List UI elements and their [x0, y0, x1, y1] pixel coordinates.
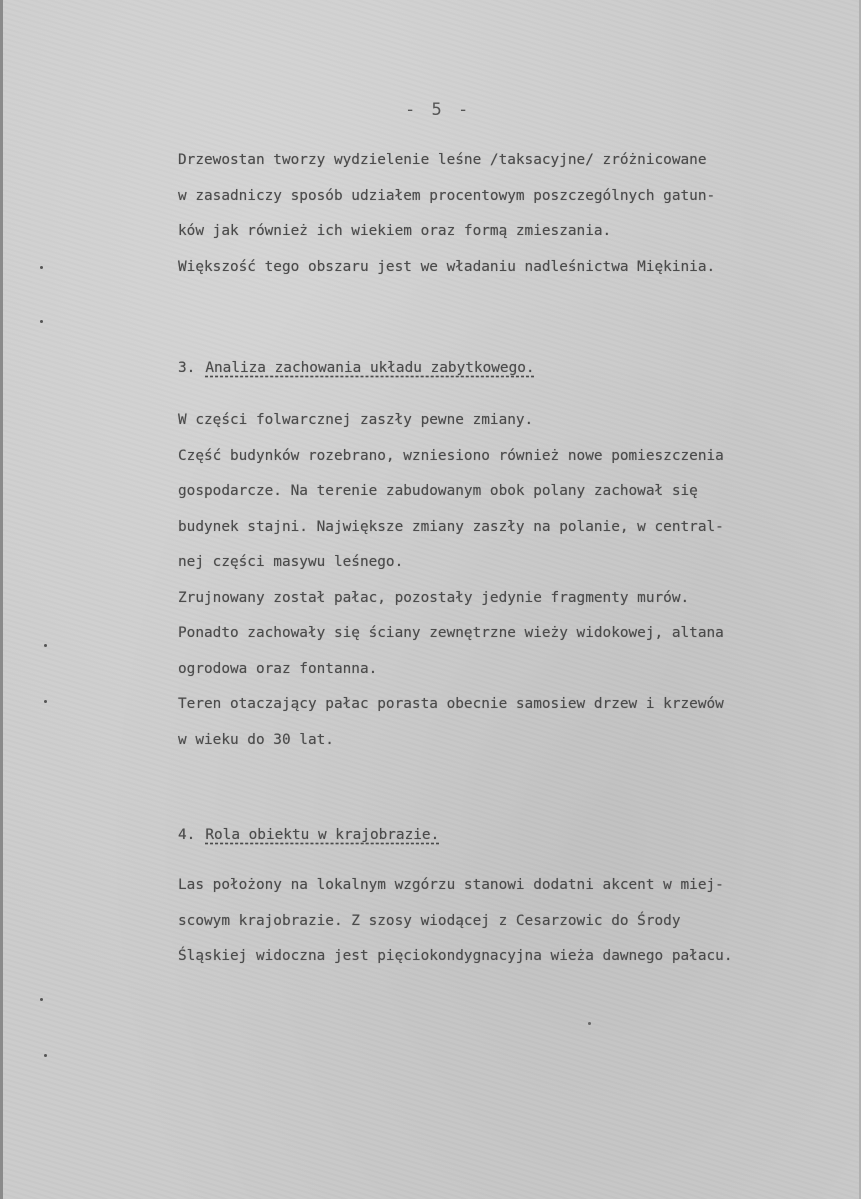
section-3-body	[178, 403, 838, 758]
section-4-title: Rola obiektu w krajobrazie.	[205, 827, 440, 843]
paragraph-line: Drzewostan tworzy wydzielenie leśne /taksacyjne/ zróżnicowane	[178, 152, 707, 168]
page-number: - 5 -	[405, 100, 472, 120]
paragraph-line: w zasadniczy sposób udziałem procentowym poszczególnych gatun-	[178, 187, 716, 204]
section-3-number: 3.	[178, 360, 196, 376]
section-4-body	[178, 868, 838, 975]
paragraph-line: Las położony na lokalnym wzgórzu stanowi dodatni akcent w miej-	[178, 877, 724, 893]
page-left-edge	[0, 0, 3, 1199]
paragraph-line: nej części masywu leśnego.	[178, 554, 404, 570]
margin-mark	[44, 644, 47, 647]
paragraph-line: ogrodowa oraz fontanna.	[178, 660, 378, 677]
section-4-heading	[178, 827, 439, 843]
paragraph-line: Większość tego obszaru jest we władaniu nadleśnictwa Miękinia.	[178, 258, 716, 275]
paragraph-line: gospodarcze. Na terenie zabudowanym obok polany zachował się	[178, 483, 698, 499]
paragraph-line: Teren otaczający pałac porasta obecnie samosiew drzew i krzewów	[178, 696, 724, 712]
paragraph-line: Ponadto zachowały się ściany zewnętrzne wieży widokowej, altana	[178, 625, 724, 641]
paragraph-line: Zrujnowany został pałac, pozostały jedynie fragmenty murów.	[178, 589, 690, 606]
section-4-number: 4.	[178, 827, 196, 843]
paragraph-line: Śląskiej widoczna jest pięciokondygnacyjna wieża dawnego pałacu.	[178, 948, 733, 964]
paragraph-line: scowym krajobrazie. Z szosy wiodącej z Cesarzowic do Środy	[178, 912, 681, 929]
margin-mark	[40, 998, 43, 1001]
paragraph-line: budynek stajni. Największe zmiany zaszły na polanie, w central-	[178, 518, 724, 535]
paper-speck	[588, 1022, 591, 1025]
margin-mark	[40, 266, 43, 269]
section-3-title: Analiza zachowania układu zabytkowego.	[205, 360, 535, 376]
paragraph-line: w wieku do 30 lat.	[178, 731, 334, 748]
margin-mark	[44, 700, 47, 703]
paragraph-line: ków jak również ich wiekiem oraz formą zmieszania.	[178, 223, 612, 239]
section-3-heading	[178, 360, 535, 376]
paragraph-line: Część budynków rozebrano, wzniesiono również nowe pomieszczenia	[178, 447, 724, 464]
margin-mark	[44, 1054, 47, 1057]
intro-paragraph	[178, 143, 838, 285]
margin-mark	[40, 320, 43, 323]
paragraph-line: W części folwarcznej zaszły pewne zmiany.	[178, 412, 534, 428]
